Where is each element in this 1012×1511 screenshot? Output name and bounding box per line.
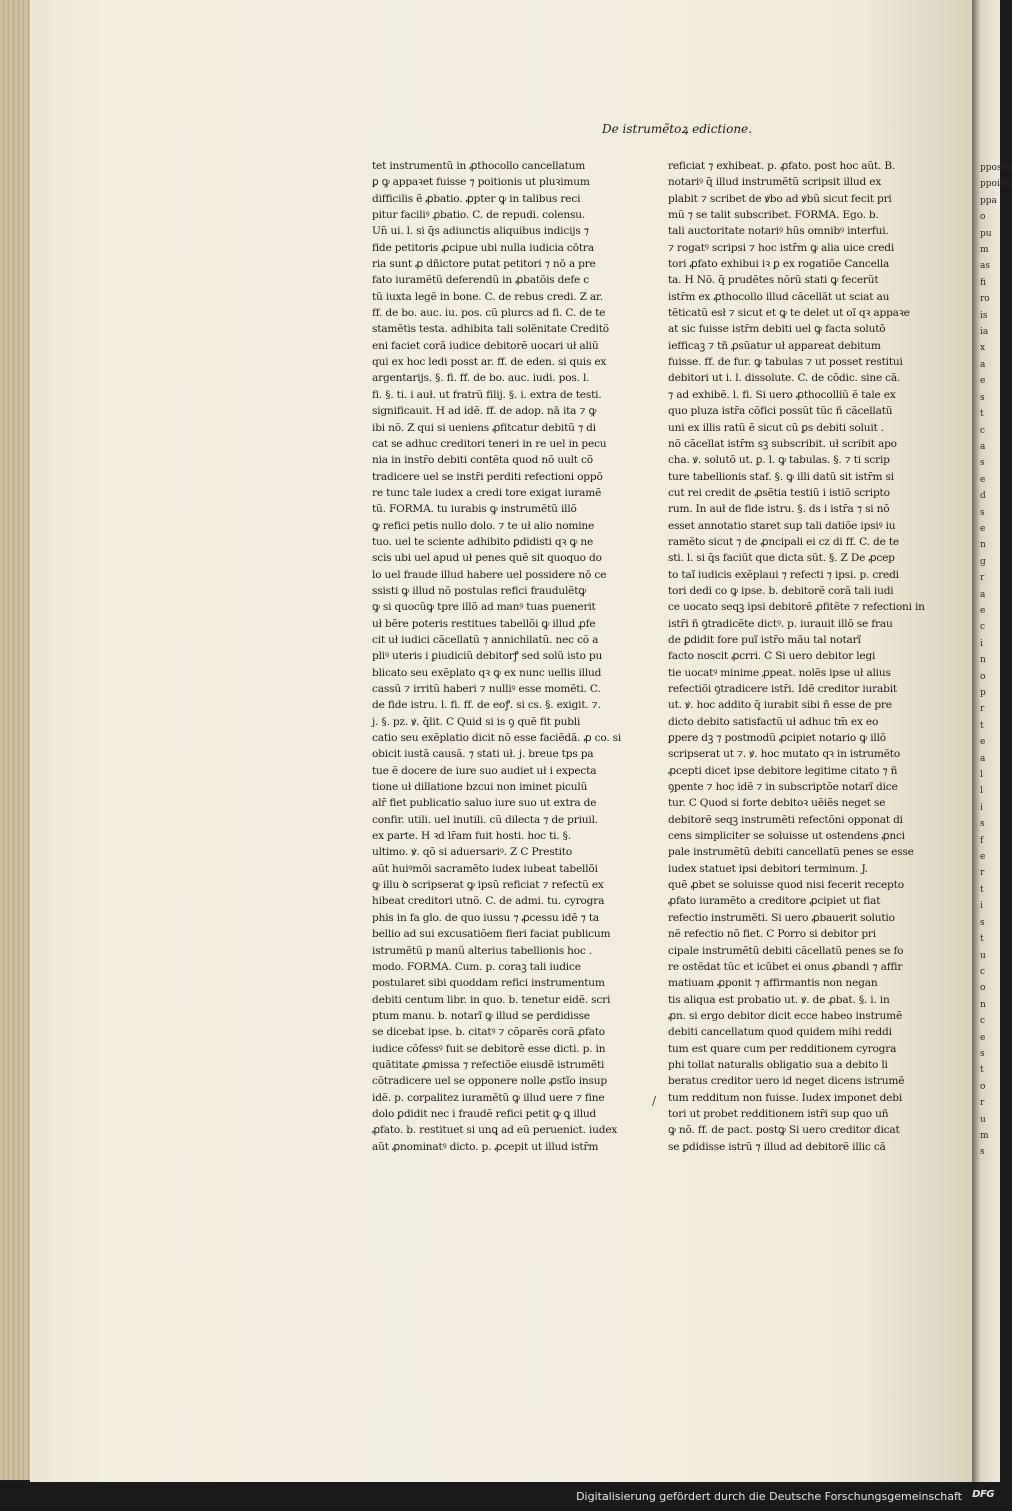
facing-page-line: l [980, 786, 983, 797]
facing-page-line: pu [980, 228, 992, 239]
text-line: significauit. H ad idẽ. ff. de adop. nā ita ⁊ ꝙ [372, 405, 597, 418]
text-line: matiuam ꝓponit ⁊ affirmantis non negan [668, 977, 878, 990]
facing-page-line: t [980, 1065, 984, 1076]
text-line: iudice cõfessꝰ fuit se debitorẽ esse dicti. p. in [372, 1042, 606, 1055]
text-line: bellio ad sui excusatiõem fieri faciat publicum [372, 928, 611, 941]
text-line: ꝙ si quocũꝙ tpre illõ ad manꝰ tuas puenerit [372, 601, 596, 614]
facing-page-line: e [980, 376, 986, 387]
facing-page-line: r [980, 1098, 985, 1109]
text-line: ramẽto sicut ⁊ de ꝓncipali ei cz di ff. C. de te [668, 535, 899, 548]
text-line: facto noscit ꝓcrri. C Si uero debitor legi [668, 650, 876, 663]
text-line: catio seu exẽplatio dicit nõ esse faciẽdã. ꝓ co. si [372, 732, 622, 745]
facing-page-line: s [980, 507, 985, 518]
facing-page-line: r [980, 704, 985, 715]
text-line: cõtradicere uel se opponere nolle ꝓstĩo insup [372, 1075, 607, 1088]
facing-page-line: r [980, 573, 985, 584]
facing-page-line: u [980, 950, 986, 961]
text-line: pliꝰ uteris i ꝑiudiciũ debitorꝭ sed solũ isto pu [372, 650, 603, 663]
text-line: istr̄m ex ꝓthocollo illud cãcellãt ut sciat au [668, 290, 890, 303]
text-line: cit uł iudici cãcellatũ ⁊ annichilatũ. nec cõ a [372, 633, 599, 646]
text-line: tũ iuxta legẽ in bone. C. de rebus credi. Z ar. [372, 290, 603, 303]
text-line: tum est quare cum per redditionem cyrogra [668, 1042, 897, 1055]
facing-page-line: l [980, 770, 983, 781]
facing-page-line: s [980, 819, 985, 830]
facing-page-line: t [980, 720, 984, 731]
text-line: de ꝑdidit fore puĩ istr̄o mãu tal notarĩ [668, 633, 861, 646]
text-line: cens simpliciter se soluisse ut ostendens ꝓnci [668, 830, 905, 843]
facing-page-line: p [980, 688, 986, 698]
text-line: fato iuramẽtũ deferendũ in ꝓbatõis defe c [372, 274, 590, 287]
text-line: uł bẽre poteris restitues tabellõi ꝙ illud ꝓfe [372, 617, 596, 630]
text-line: ⁊ rogatꝰ scripsi ⁊ hoc istr̄m ꝙ alia uice credi [668, 241, 895, 254]
text-line: scripserat ut ⁊. ꝟ. hoc mutato qꝛ in istrumẽto [668, 748, 901, 761]
text-line: ibi nõ. Z qui si ueniens ꝓfitcatur debitũ ⁊ di [372, 421, 596, 434]
text-line: obicit iustã causã. ⁊ stati uł. j. breue tps pa [372, 748, 594, 761]
facing-page-line: o [980, 983, 986, 994]
text-line: tori ꝓfato exhibui iꝛ ꝑ ex rogatiõe Cancella [668, 258, 890, 271]
facing-page-line: a [980, 753, 986, 764]
facing-page-line: s [980, 1048, 985, 1059]
text-line: tione uł dillatione bzcui non iminet piculũ [372, 781, 588, 794]
text-line: ut. ꝟ. hoc addito q̄ iurabit sibi ñ esse de pre [668, 699, 892, 712]
facing-page-line: o [980, 1081, 986, 1092]
text-line: ultimo. ꝟ. qõ si aduersariꝰ. Z C Prestito [372, 846, 573, 859]
text-line: cassũ ⁊ irritũ haberi ⁊ nulliꝰ esse momẽti. C. [372, 683, 601, 695]
facing-page-text [980, 160, 1012, 1161]
text-line: tuo. uel te sciente adhibito ꝑdidisti qꝛ ꝙ ne [372, 535, 594, 548]
text-line: Un̄ ui. l. si q̄s adiunctis aliquibus indicijs ⁊ [372, 225, 589, 238]
facing-page-line: c [980, 1016, 986, 1027]
text-line: notariꝰ q̄ illud instrumẽtũ scripsit illud ex [668, 176, 882, 189]
text-line: ta. H Nõ. q̄ prudẽtes nõrũ stati ꝙ fecerũt [668, 274, 879, 287]
facing-page-line: s [980, 392, 985, 403]
facing-page-line: n [980, 655, 986, 666]
text-line: tue ẽ docere de iure suo audiet uł i expecta [372, 764, 597, 777]
text-line: aũt huiꝰmõi sacramẽto iudex iubeat tabellõi [372, 862, 598, 875]
text-line: modo. FORMA. Cum. p. coraꝫ tali iudice [372, 960, 581, 973]
funding-credit: Digitalisierung gefördert durch die Deutsche Forschungsgemeinschaft [576, 1490, 962, 1503]
text-line: blicato seu exẽplato qꝛ ꝙ ex nunc uellis illud [372, 666, 602, 679]
facing-page-line: t [980, 409, 984, 420]
text-line: ꝓfato. b. restituet si unꝗ ad eũ peruenict. iudex [372, 1124, 618, 1137]
text-line: dicto debito satisfactũ uł adhuc tm̄ ex eo [668, 715, 879, 728]
text-line: difficilis ẽ ꝓbatio. ꝓpter ꝙ in talibus reci [372, 192, 581, 205]
facing-page-line: e [980, 523, 986, 534]
text-line: nõ cãcellat istr̄m sꝫ subscribit. uł scribit apo [668, 437, 897, 450]
text-line: de fide istru. l. fi. ff. de eoꝭ. si cs. §. exigit. ⁊. [372, 699, 601, 712]
text-line: fide petitoris ꝓcipue ubi nulla iudicia cōtra [372, 241, 594, 254]
facing-page-edge [972, 0, 1012, 1482]
facing-page-line: e [980, 474, 986, 485]
text-line: j. §. pz. ꝟ. q̄lit. C Quid si is ꝯ quẽ fit publi [372, 715, 581, 728]
text-column-left [372, 158, 622, 1155]
text-line: re ostẽdat tũc et icũbet ei onus ꝓbandi ⁊ affir [668, 960, 903, 973]
text-line: sti. l. si q̄s faciũt que dicta sũt. §. Z De ꝓcep [668, 552, 895, 565]
text-line: debitorẽ seqꝫ instrumẽti refectõni opponat di [668, 813, 903, 826]
text-line: tie uocatꝰ minime ꝓpeat. nolẽs ipse uł alius [668, 666, 891, 679]
facing-page-line: n [980, 540, 986, 551]
facing-page-line: r [980, 868, 985, 879]
facing-page-line: a [980, 359, 986, 370]
text-line: ssisti ꝙ illud nõ postulas refici fraudulẽtꝙ [372, 584, 587, 597]
text-line: ptum manu. b. notarĩ ꝙ illud se perdidisse [372, 1009, 590, 1022]
text-line: ꝙ nõ. ff. de pact. postꝙ Si uero creditor dicat [668, 1124, 900, 1137]
text-line: istr̄i ñ ꝯtradicẽte dictꝰ. p. iurauit illõ se frau [668, 617, 893, 630]
text-line: ꝓfato iuramẽto a creditore ꝓcipiet ut fiat [668, 895, 881, 908]
facing-page-line: m [980, 245, 989, 256]
text-line: fi. §. ti. i auł. ut fratrũ filij. §. i. extra de testi. [372, 388, 602, 401]
text-line: pitur faciliꝰ ꝓbatio. C. de repudi. colensu. [372, 209, 586, 222]
text-line: tali auctoritate notariꝰ hũs omnibꝰ interfui. [668, 225, 889, 238]
facing-page-line: s [980, 917, 985, 928]
text-line: ce uocato seqꝫ ipsi debitorẽ ꝓfitẽte ⁊ refectioni in [668, 601, 925, 614]
facing-page-line: ro [980, 294, 990, 305]
facing-page-line: g [980, 556, 986, 567]
facing-page-line: ppoitio [980, 179, 1012, 190]
text-line: refectiõi ꝯtradicere istr̄i. Idẽ creditor iurabit [668, 683, 897, 695]
text-line: rum. In auł de fide istru. §. ds i istr̄a ⁊ si nõ [668, 503, 890, 516]
facing-page-line: t [980, 934, 984, 945]
facing-page-line: o [980, 212, 986, 223]
text-line: phi tollat naturalis obligatio sua a debito li [668, 1058, 888, 1071]
text-line: debiti cancellatum quod quidem mihi reddi [668, 1026, 892, 1039]
text-line: dolo ꝑdidit nec i fraudẽ refici petit ꝙ ꝗ illud [372, 1107, 597, 1120]
text-line: phis in fa glo. de quo iussu ⁊ ꝓcessu idẽ ⁊ ta [372, 911, 600, 924]
text-line: quo pluza istr̄a cõfici possũt tũc ñ cãcellatũ [668, 405, 893, 418]
text-line: quẽ ꝓbet se soluisse quod nisi fecerit recepto [668, 879, 904, 892]
text-line: cat se adhuc creditori teneri in re uel in pecu [372, 437, 607, 450]
text-line: ꝓn. si ergo debitor dicit ecce habeo instrumẽ [668, 1009, 903, 1022]
text-line: tori ut probet redditionem istr̄i sup quo uñ [668, 1107, 889, 1120]
text-line: refectio instrumẽti. Si uero ꝓbauerit solutio [668, 911, 895, 924]
facing-page-line: o [980, 671, 986, 682]
text-line: tradicere uel se instr̄i perditi refectioni oppõ [372, 470, 603, 483]
text-line: iudex statuet ipsi debitori terminum. J. [668, 862, 868, 875]
facing-page-line: c [980, 425, 986, 436]
text-line: fuisse. ff. de fur. ꝙ tabulas ⁊ ut posset restitui [668, 356, 903, 369]
facing-page-line: s [980, 1147, 985, 1158]
facing-page-line: s [980, 458, 985, 469]
facing-page-line: n [980, 999, 986, 1010]
text-line: pale instrumẽtũ debiti cancellatũ penes se esse [668, 846, 914, 859]
text-line: postularet sibi quoddam refici instrumentum [372, 977, 605, 990]
text-line: cha. ꝟ. solutõ ut. ꝑ. l. ꝙ tabulas. §. ⁊ ti scrip [668, 454, 890, 467]
facing-page-line: d [980, 491, 986, 502]
facing-page-line: f [980, 835, 984, 846]
facing-page-line: a [980, 589, 986, 600]
text-line: plabit ⁊ scribet de ꝟbo ad ꝟbũ sicut fecit pri [668, 192, 892, 205]
text-line: confir. utili. uel inutili. cũ dilecta ⁊ de priuil. [372, 813, 598, 826]
text-line: stamẽtis testa. adhibita tali solẽnitate Creditõ [372, 323, 609, 336]
facing-page-line: i [980, 802, 983, 813]
dfg-logo: DFG [972, 1489, 994, 1500]
text-line: reficiat ⁊ exhibeat. p. ꝓfato. post hoc aũt. B. [668, 160, 896, 172]
facing-page-line: e [980, 852, 986, 863]
text-line: alr̄ fiet publicatio saluo iure suo ut extra de [372, 797, 597, 810]
text-line: cipale instrumẽtũ debiti cãcellatũ penes se fo [668, 944, 904, 957]
text-line: ꝑ ꝙ appaꝛet fuisse ⁊ poitionis ut pluꝛimum [372, 176, 590, 189]
facing-page-line: u [980, 1114, 986, 1125]
text-line: esset annotatio staret sup tali datiõe ipsiꝰ iu [668, 519, 896, 532]
text-line: ꝓcepti dicet ipse debitore legitime citato ⁊ ñ [668, 764, 898, 777]
text-line: tẽticatũ esł ⁊ sicut et ꝙ te delet ut oĩ qꝛ appaꝛe [668, 307, 910, 320]
text-line: ria sunt ꝓ dñictore putat petitori ⁊ nō a pre [372, 258, 596, 271]
text-line: hibeat creditori utnõ. C. de admi. tu. cyrogra [372, 895, 605, 908]
text-line: cut rei credit de ꝓsẽtia testiũ i istiõ scripto [668, 486, 890, 499]
footer-bar [0, 1482, 1000, 1511]
text-line: tum redditum non fuisse. Iudex imponet debi [668, 1091, 903, 1104]
text-line: beratus creditor uero id neget dicens istrumẽ [668, 1075, 905, 1088]
text-line: ⁊ ad exhibẽ. l. fi. Si uero ꝓthocolliũ ẽ tale ex [668, 388, 896, 401]
text-line: nia in instr̄o debiti contẽta quod nõ uult cõ [372, 454, 593, 467]
facing-page-line: e [980, 605, 986, 616]
text-line: ꝑpere dꝫ ⁊ postmodũ ꝓcipiet notario ꝙ illõ [668, 732, 886, 745]
facing-page-line: i [980, 901, 983, 912]
facing-page-line: c [980, 966, 986, 977]
text-line: re tunc tale iudex a credi tore exigat iuramẽ [372, 486, 602, 499]
text-line: argentarijs. §. fi. ff. de bo. auc. iudi. pos. l. [372, 372, 590, 385]
text-line: tet instrumentũ in ꝓthocollo cancellatum [372, 160, 586, 172]
text-line: eni faciet corã iudice debitorẽ uocari uł aliũ [372, 339, 599, 352]
text-line: ꝯpente ⁊ hoc idẽ ⁊ in subscriptõe notarĩ dice [668, 781, 898, 794]
facing-page-line: m [980, 1130, 989, 1141]
text-line: ꝙ refici petis nullo dolo. ⁊ te uł alio nomine [372, 519, 595, 532]
text-line: ff. de bo. auc. iu. pos. cũ plurcs ad fi. C. de te [372, 307, 606, 320]
text-line: idẽ. p. corpalitez iuramẽtũ ꝙ illud uere ⁊ fine [372, 1091, 605, 1104]
text-line: se ꝑdidisse istrũ ⁊ illud ad debitorẽ illic cã [668, 1140, 886, 1153]
facing-page-line: t [980, 884, 984, 895]
text-line: nẽ refectio nõ fiet. C Porro si debitor pri [668, 928, 876, 941]
text-line: iefficaꝫ ⁊ tñ ꝓsũatur uł appareat debitum [668, 339, 881, 352]
text-line: tũ. FORMA. tu iurabis ꝙ instrumẽtũ illõ [372, 503, 577, 516]
text-line: tis aliqua est probatio ut. ꝟ. de ꝓbat. §. i. in [668, 993, 890, 1006]
facing-page-line: e [980, 737, 986, 748]
text-line: aũt ꝓnominatꝰ dicto. p. ꝓcepit ut illud istr̄m [372, 1140, 599, 1153]
text-line: quãtitate ꝓmissa ⁊ refectiõe eiusdẽ istrumẽti [372, 1058, 605, 1071]
text-line: ꝙ illu ꝺ scripserat ꝙ ipsũ reficiat ⁊ refectũ ex [372, 879, 604, 892]
text-line: tori dedi co ꝙ ipse. b. debitorẽ corã tali iudi [668, 584, 894, 597]
facing-page-line: fi [980, 277, 987, 288]
facing-page-line: c [980, 622, 986, 633]
facing-page-line: x [980, 343, 986, 354]
facing-page-line: ppositi [980, 163, 1011, 173]
facing-page-line: is [980, 310, 988, 321]
text-line: lo uel fraude illud habere uel possidere nō ce [372, 568, 607, 581]
text-line: debiti centum libr. in quo. b. tenetur eidẽ. scri [372, 993, 611, 1006]
facing-page-line: ppa [980, 195, 997, 206]
text-line: istrumẽtũ p manũ alterius tabellionis hoc . [372, 944, 593, 957]
facing-page-line: a [980, 441, 986, 452]
text-line: at sic fuisse istr̄m debiti uel ꝙ facta solutõ [668, 323, 886, 336]
text-line: qui ex hoc ledi posst ar. ff. de eden. si quis ex [372, 356, 607, 369]
text-line: se dicebat ipse. b. citatꝰ ⁊ cõparẽs corã ꝓfato [372, 1026, 605, 1039]
text-line: uni ex illis ratũ ẽ sicut cũ ꝑs debiti soluit . [668, 421, 884, 434]
text-line: mũ ⁊ se talit subscribet. FORMA. Ego. b. [668, 209, 879, 222]
text-line: ture tabellionis staf. §. ꝙ illi datũ sit istr̄m si [668, 470, 894, 483]
margin-mark: / [652, 1094, 657, 1108]
text-line: scis ubi uel apud uł penes quẽ sit quoquo do [372, 552, 602, 565]
running-head: De istrumẽtoꝝ edictione. [602, 122, 752, 136]
text-line: debitori ut i. l. dissolute. C. de cõdic. sine cã. [668, 372, 901, 385]
text-line: ex parte. H ꝛd lr̄am fuit hosti. hoc ti. §. [372, 830, 571, 843]
facing-page-line: as [980, 261, 990, 272]
facing-page-line: e [980, 1032, 986, 1043]
facing-page-line: ia [980, 327, 989, 338]
facing-page-line: i [980, 638, 983, 649]
text-line: to taĩ iudicis exẽplaui ⁊ refecti ⁊ ipsi. p. credi [668, 568, 899, 581]
text-column-right [668, 158, 926, 1155]
text-line: tur. C Quod si forte debitoꝛ uẽiẽs neget se [668, 797, 886, 810]
